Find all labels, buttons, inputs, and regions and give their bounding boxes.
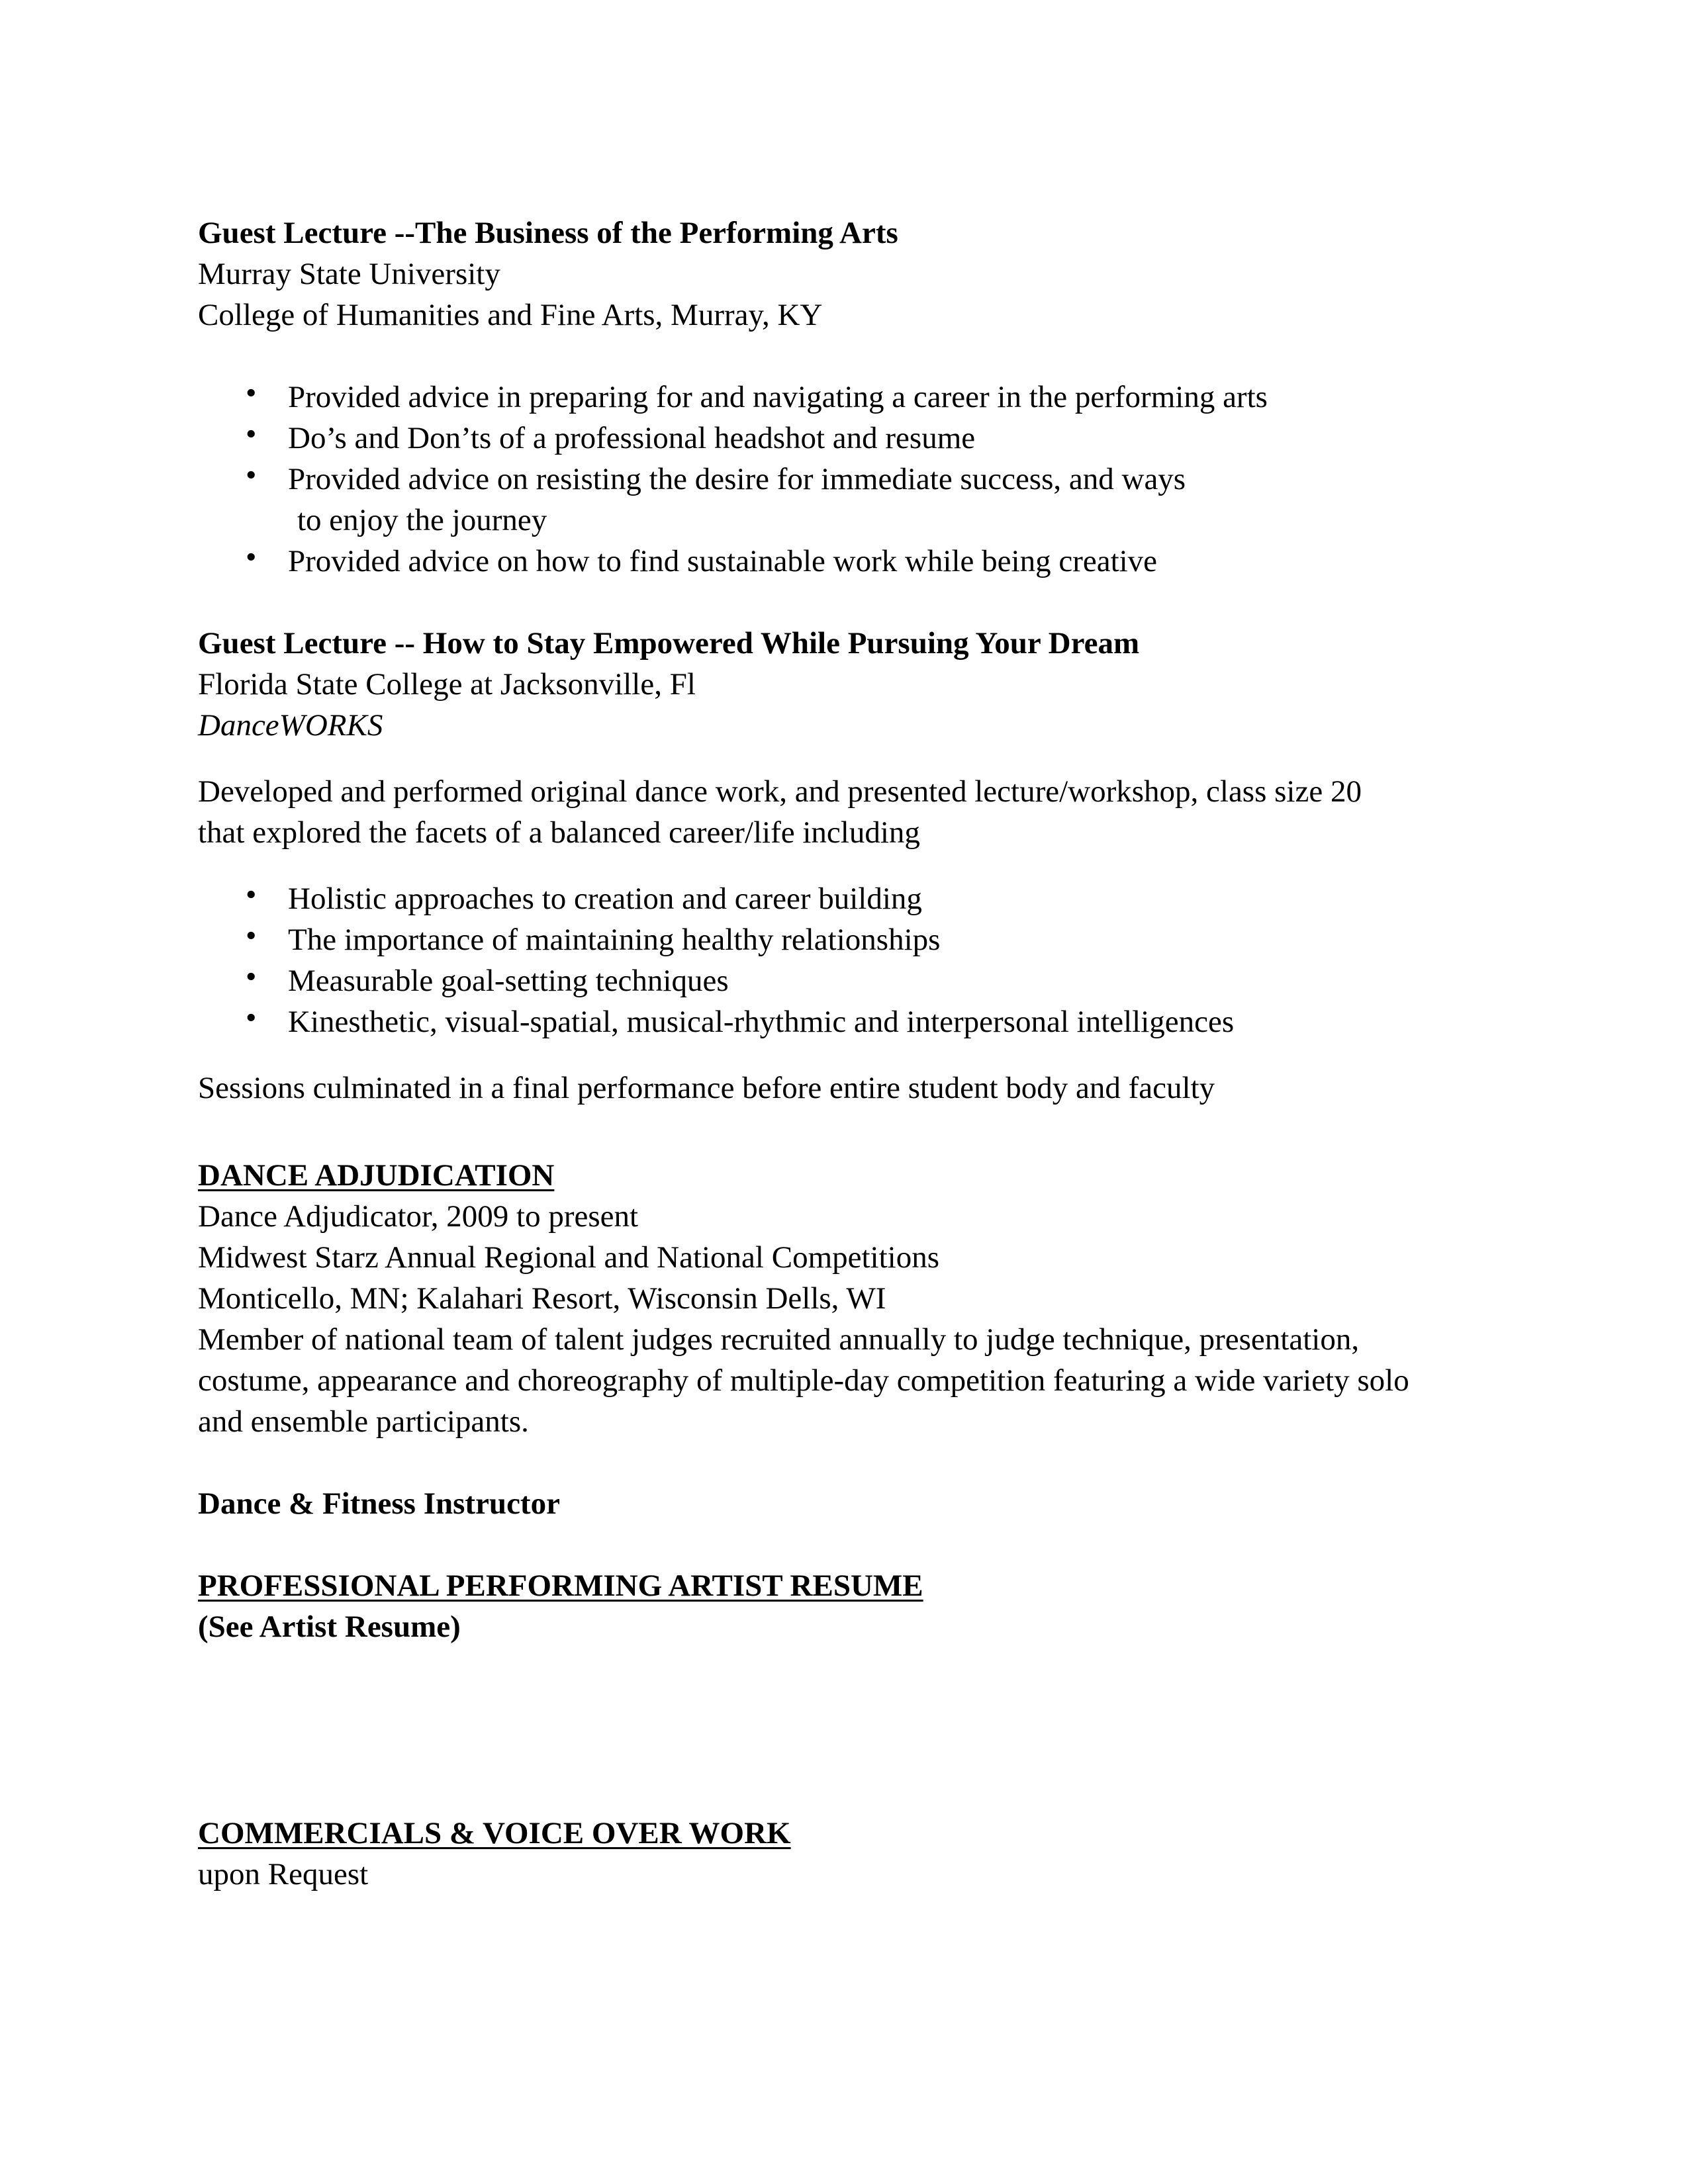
list-item	[246, 541, 1522, 582]
adjudication-locations: Monticello, MN; Kalahari Resort, Wisconsin Dells, WI	[198, 1281, 886, 1316]
bullet-icon: •	[246, 540, 257, 574]
bullet-icon: •	[246, 960, 257, 994]
list-item-text: Do’s and Don’ts of a professional headshot and resume	[288, 421, 976, 455]
list-item	[246, 377, 1522, 418]
adjudication-role: Dance Adjudicator, 2009 to present	[198, 1199, 639, 1234]
spacer	[198, 1647, 1522, 1813]
list-item-continuation: to enjoy the journey	[297, 503, 547, 537]
list-item	[246, 960, 1522, 1001]
adjudication-heading: DANCE ADJUDICATION	[198, 1158, 555, 1193]
list-item-text: Provided advice on resisting the desire for immediate success, and ways	[288, 462, 1186, 496]
lecture1-title: Guest Lecture --The Business of the Performing Arts	[198, 216, 898, 250]
bullet-icon: •	[246, 376, 257, 410]
spacer	[198, 853, 1522, 878]
spacer	[198, 1442, 1522, 1483]
lecture2-institution: Florida State College at Jacksonville, Fl	[198, 667, 696, 702]
lecture1-bullet-list	[198, 377, 1522, 582]
adjudication-description-line: and ensemble participants.	[198, 1404, 529, 1439]
spacer	[198, 746, 1522, 771]
list-item-text: Kinesthetic, visual-spatial, musical-rhythmic and interpersonal intelligences	[288, 1005, 1235, 1039]
lecture2-description-line: that explored the facets of a balanced career/life including	[198, 815, 920, 850]
list-item-text: Provided advice in preparing for and navigating a career in the performing arts	[288, 380, 1268, 414]
lecture2-program: DanceWORKS	[198, 708, 383, 743]
spacer	[198, 582, 1522, 623]
list-item-text: The importance of maintaining healthy relationships	[288, 923, 941, 957]
list-item	[246, 418, 1522, 459]
lecture1-institution: Murray State University	[198, 257, 500, 291]
list-item	[246, 459, 1522, 541]
lecture2-bullet-list	[198, 878, 1522, 1042]
list-item	[246, 919, 1522, 960]
adjudication-event: Midwest Starz Annual Regional and National Competitions	[198, 1240, 940, 1275]
lecture2-closing: Sessions culminated in a final performance before entire student body and faculty	[198, 1071, 1215, 1105]
spacer	[198, 1109, 1522, 1155]
instructor-heading: Dance & Fitness Instructor	[198, 1486, 560, 1521]
list-item-text: Measurable goal-setting techniques	[288, 964, 729, 998]
adjudication-description-line: costume, appearance and choreography of multiple-day competition featuring a wide variety solo	[198, 1363, 1409, 1398]
bullet-icon: •	[246, 1001, 257, 1035]
bullet-icon: •	[246, 878, 257, 912]
spacer	[198, 1524, 1522, 1565]
list-item-text: Holistic approaches to creation and career building	[288, 882, 922, 916]
lecture1-college: College of Humanities and Fine Arts, Murray, KY	[198, 298, 823, 332]
bullet-icon: •	[246, 417, 257, 451]
list-item	[246, 1001, 1522, 1042]
document-content	[198, 212, 1522, 1895]
commercials-note: upon Request	[198, 1857, 369, 1891]
commercials-heading: COMMERCIALS & VOICE OVER WORK	[198, 1816, 791, 1850]
artist-resume-heading: PROFESSIONAL PERFORMING ARTIST RESUME	[198, 1569, 923, 1603]
artist-resume-note: (See Artist Resume)	[198, 1610, 461, 1644]
list-item	[246, 878, 1522, 919]
spacer	[198, 336, 1522, 377]
bullet-icon: •	[246, 919, 257, 953]
list-item-text: Provided advice on how to find sustainable work while being creative	[288, 544, 1158, 578]
spacer	[198, 1042, 1522, 1068]
adjudication-description-line: Member of national team of talent judges recruited annually to judge technique, presentation,	[198, 1322, 1360, 1357]
bullet-icon: •	[246, 458, 257, 492]
lecture2-description-line: Developed and performed original dance work, and presented lecture/workshop, class size 20	[198, 774, 1362, 809]
lecture2-title: Guest Lecture -- How to Stay Empowered While Pursuing Your Dream	[198, 626, 1140, 660]
